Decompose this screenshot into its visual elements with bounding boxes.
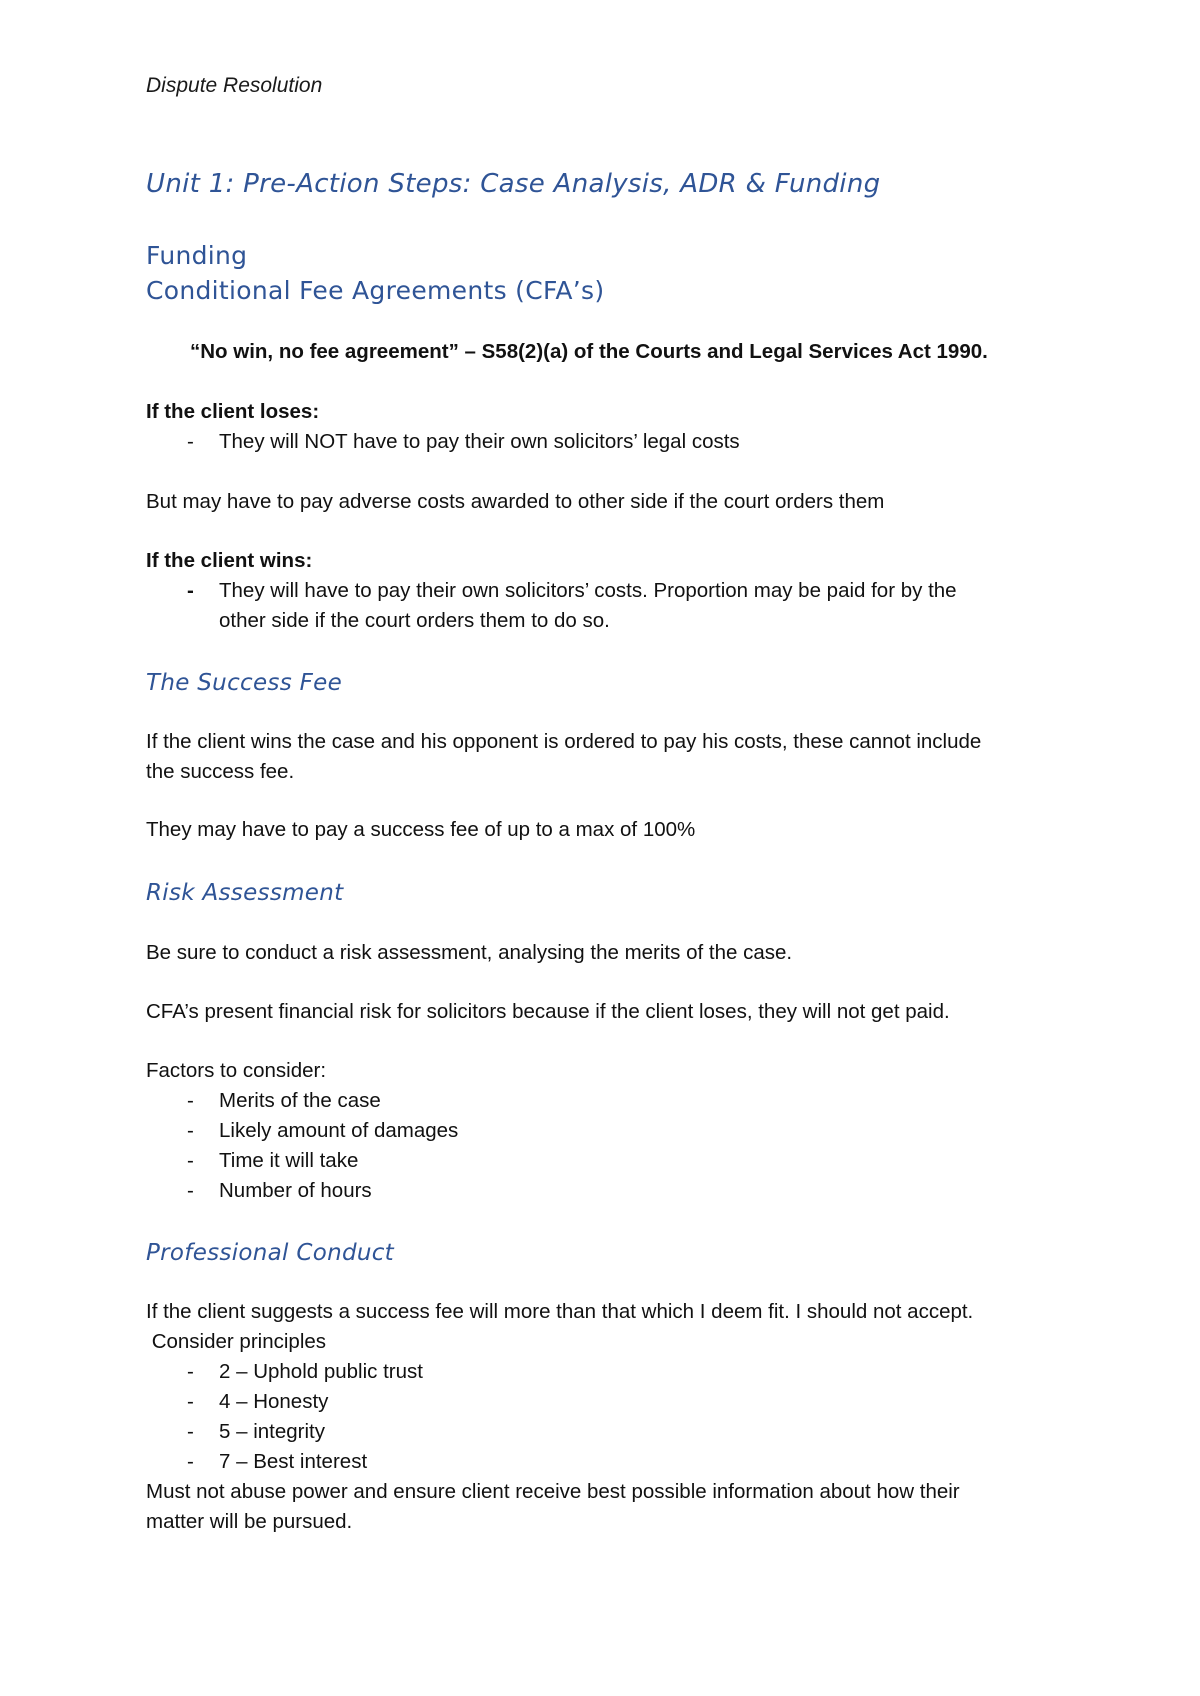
factor-item: Likely amount of damages bbox=[219, 1119, 459, 1142]
risk-heading: Risk Assessment bbox=[146, 880, 344, 906]
principle-item: 7 – Best interest bbox=[219, 1450, 368, 1473]
principle-item: 5 – integrity bbox=[219, 1420, 325, 1443]
factor-item: Time it will take bbox=[219, 1149, 359, 1172]
wins-bullet-line-1: They will have to pay their own solicitors’ costs. Proportion may be paid for by the bbox=[219, 579, 957, 602]
running-header: Dispute Resolution bbox=[146, 74, 323, 97]
loses-heading: If the client loses: bbox=[146, 400, 320, 423]
success-fee-para-2: They may have to pay a success fee of up to a max of 100% bbox=[146, 818, 696, 841]
bullet-dash: - bbox=[187, 1149, 194, 1172]
bullet-dash: - bbox=[187, 1179, 194, 1202]
bullet-dash: - bbox=[187, 1450, 194, 1473]
conduct-para-line-1: If the client suggests a success fee will more than that which I deem fit. I should not accept. bbox=[146, 1300, 974, 1323]
bullet-dash: - bbox=[187, 1390, 194, 1413]
loses-note: But may have to pay adverse costs awarded to other side if the court orders them bbox=[146, 490, 885, 513]
bullet-dash: - bbox=[187, 579, 194, 602]
conduct-heading: Professional Conduct bbox=[146, 1240, 394, 1266]
wins-bullet-line-2: other side if the court orders them to do so. bbox=[219, 609, 610, 632]
bullet-dash: - bbox=[187, 430, 194, 453]
principle-item: 4 – Honesty bbox=[219, 1390, 329, 1413]
unit-title: Unit 1: Pre-Action Steps: Case Analysis, ADR & Funding bbox=[146, 169, 881, 199]
risk-para-2: CFA’s present financial risk for solicitors because if the client loses, they will not get paid. bbox=[146, 1000, 950, 1023]
factors-label: Factors to consider: bbox=[146, 1059, 327, 1082]
bullet-dash: - bbox=[187, 1360, 194, 1383]
bullet-dash: - bbox=[187, 1089, 194, 1112]
loses-bullet: They will NOT have to pay their own solicitors’ legal costs bbox=[219, 430, 740, 453]
definition-line: “No win, no fee agreement” – S58(2)(a) of the Courts and Legal Services Act 1990. bbox=[190, 340, 988, 363]
success-fee-heading: The Success Fee bbox=[146, 670, 343, 696]
subsection-heading-cfa: Conditional Fee Agreements (CFA’s) bbox=[146, 276, 605, 305]
factor-item: Number of hours bbox=[219, 1179, 372, 1202]
wins-heading: If the client wins: bbox=[146, 549, 313, 572]
conduct-closing-line-2: matter will be pursued. bbox=[146, 1510, 353, 1533]
principle-item: 2 – Uphold public trust bbox=[219, 1360, 423, 1383]
success-fee-para-line-1: If the client wins the case and his opponent is ordered to pay his costs, these cannot include bbox=[146, 730, 982, 753]
conduct-closing-line-1: Must not abuse power and ensure client receive best possible information about how their bbox=[146, 1480, 960, 1503]
risk-para-1: Be sure to conduct a risk assessment, analysing the merits of the case. bbox=[146, 941, 793, 964]
bullet-dash: - bbox=[187, 1420, 194, 1443]
conduct-para-line-2: Consider principles bbox=[146, 1330, 327, 1353]
section-heading-funding: Funding bbox=[146, 241, 248, 270]
success-fee-para-line-2: the success fee. bbox=[146, 760, 295, 783]
bullet-dash: - bbox=[187, 1119, 194, 1142]
factor-item: Merits of the case bbox=[219, 1089, 381, 1112]
